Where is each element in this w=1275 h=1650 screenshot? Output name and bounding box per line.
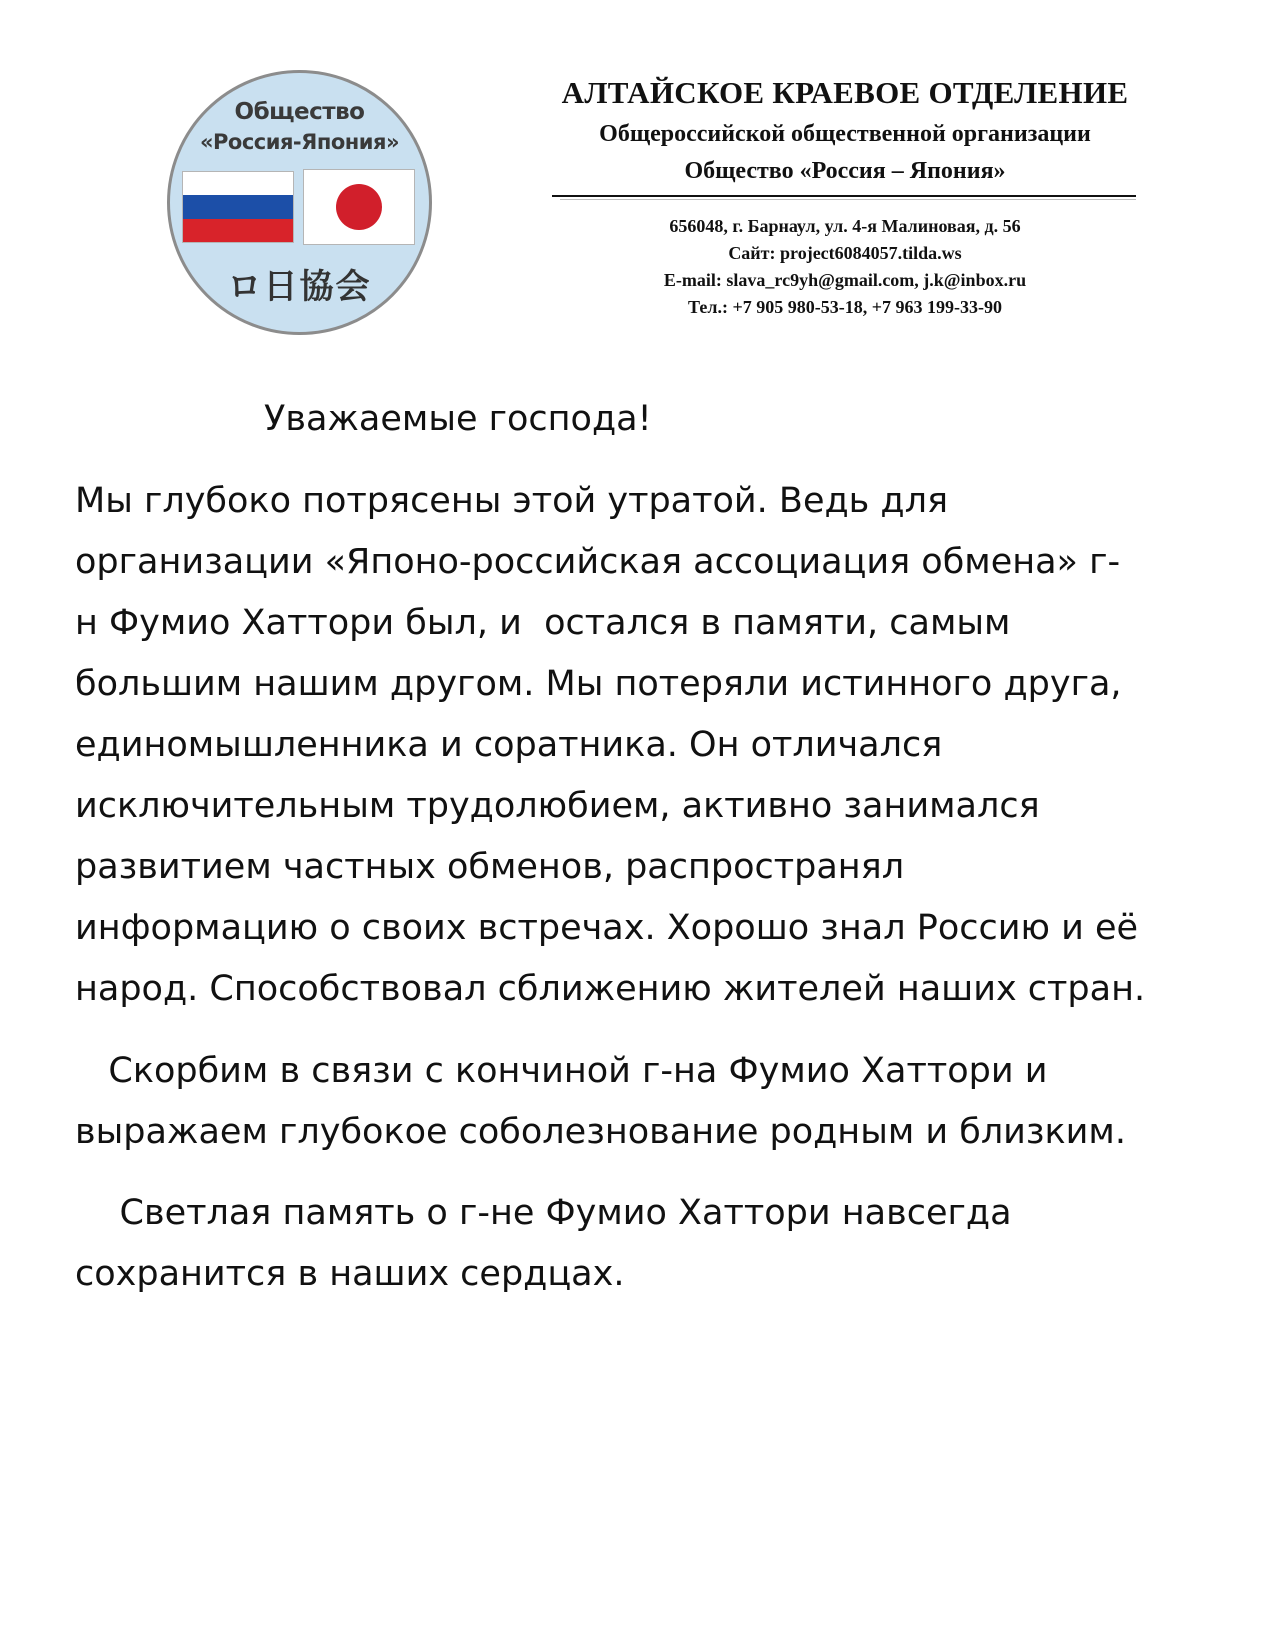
contact-email: E-mail: slava_rc9yh@gmail.com, j.k@inbox.ru	[663, 270, 1027, 290]
flag-stripe-blue	[183, 195, 293, 218]
letterhead-divider	[552, 195, 1136, 197]
letter-line: исключительным трудолюбием, активно занимался	[75, 786, 1040, 826]
letter-line: организации «Японо-российская ассоциация обмена» г-	[75, 542, 1121, 582]
letterhead-org-name: Общество «Россия – Япония»	[684, 158, 1006, 184]
letter-line: Светлая память о г-не Фумио Хаттори навсегда	[75, 1193, 1012, 1233]
letter-line: народ. Способствовал сближению жителей наших стран.	[75, 969, 1146, 1009]
logo-text-society: Общество	[234, 99, 365, 125]
letterhead-divider-shadow	[560, 199, 1136, 200]
letterhead-subtitle: Общероссийской общественной организации	[599, 121, 1091, 147]
logo-text-russia-japan: «Россия-Япония»	[199, 130, 400, 154]
russian-flag-icon	[182, 171, 294, 243]
letter-line: информацию о своих встречах. Хорошо знал Россию и её	[75, 908, 1139, 948]
letter-line: н Фумио Хаттори был, и остался в памяти, самым	[75, 603, 1011, 643]
letter-line: Скорбим в связи с кончиной г-на Фумио Хаттори и	[75, 1051, 1048, 1091]
logo-text-japanese: ロ日協会	[227, 267, 372, 307]
flag-red-disc	[336, 184, 382, 230]
flag-stripe-white	[183, 172, 293, 195]
japanese-flag-icon	[303, 169, 415, 245]
contact-phone: Тел.: +7 905 980-53-18, +7 963 199-33-90	[688, 297, 1002, 317]
organization-logo	[167, 70, 432, 335]
letter-salutation: Уважаемые господа!	[264, 399, 652, 439]
letter-line: выражаем глубокое соболезнование родным и близким.	[75, 1112, 1126, 1152]
letter-line: большим нашим другом. Мы потеряли истинного друга,	[75, 664, 1122, 704]
contact-address: 656048, г. Барнаул, ул. 4-я Малиновая, д. 56	[669, 216, 1021, 236]
letter-line: сохранится в наших сердцах.	[75, 1254, 625, 1294]
letter-line: единомышленника и соратника. Он отличался	[75, 725, 943, 765]
letterhead-title: АЛТАЙСКОЕ КРАЕВОЕ ОТДЕЛЕНИЕ	[561, 75, 1129, 110]
letter-line: развитием частных обменов, распространял	[75, 847, 905, 887]
letter-line: Мы глубоко потрясены этой утратой. Ведь для	[75, 481, 949, 521]
contact-site: Сайт: project6084057.tilda.ws	[728, 243, 962, 263]
flag-stripe-red	[183, 219, 293, 242]
